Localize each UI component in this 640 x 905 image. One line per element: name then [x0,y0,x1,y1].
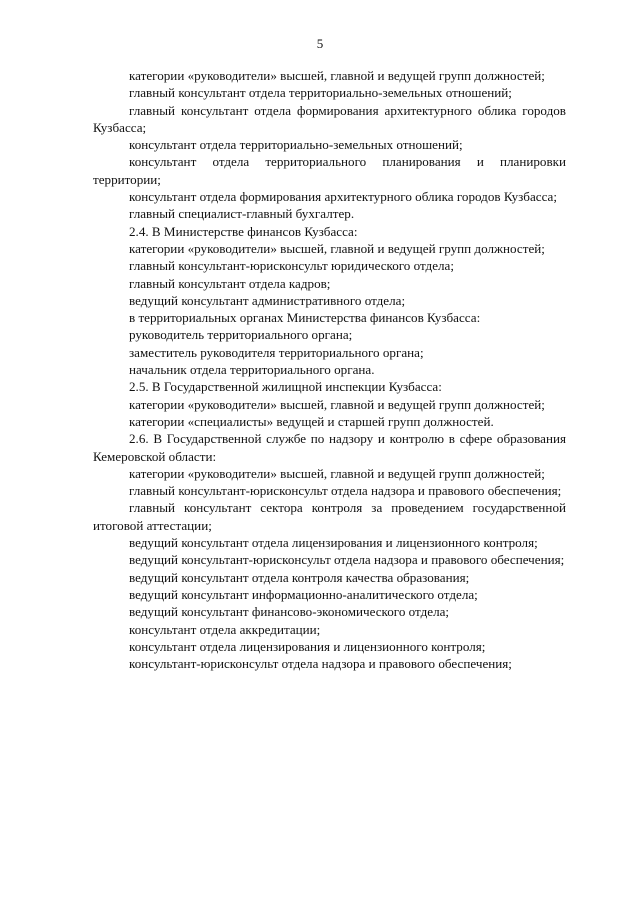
paragraph: главный консультант отдела кадров; [129,275,331,291]
section-heading: 2.4. В Министерстве финансов Кузбасса: [129,223,358,239]
paragraph: консультант отдела формирования архитектурного облика городов Кузбасса; [129,189,557,205]
paragraph: в территориальных органах Министерства финансов Кузбасса: [129,310,481,326]
paragraph: ведущий консультант-юрисконсульт отдела надзора и правового обеспечения; [129,552,565,568]
paragraph: категории «руководители» высшей, главной и ведущей групп должностей; [129,240,545,256]
paragraph: консультант отдела территориального планирования и планировки территории; [93,154,566,187]
section-heading: 2.5. В Государственной жилищной инспекции Кузбасса: [129,379,442,395]
paragraph: главный консультант отдела формирования архитектурного облика городов Кузбасса; [93,102,566,135]
paragraph: консультант отдела лицензирования и лицензионного контроля; [129,638,486,654]
paragraph: главный консультант-юрисконсульт отдела надзора и правового обеспечения; [129,483,562,499]
paragraph: консультант отдела территориально-земельных отношений; [129,137,463,153]
paragraph: руководитель территориального органа; [129,327,353,343]
page-number: 5 [316,36,324,51]
paragraph: консультант-юрисконсульт отдела надзора и правового обеспечения; [129,656,512,672]
paragraph: ведущий консультант административного отдела; [129,292,406,308]
paragraph: категории «руководители» высшей, главной и ведущей групп должностей; [129,396,545,412]
paragraph: начальник отдела территориального органа. [129,362,375,378]
paragraph: консультант отдела аккредитации; [129,621,321,637]
paragraph: ведущий консультант информационно-аналитического отдела; [129,586,478,602]
paragraph: заместитель руководителя территориального органа; [129,344,424,360]
paragraph: главный консультант отдела территориально-земельных отношений; [129,85,512,101]
paragraph: главный консультант сектора контроля за проведением государственной итоговой аттестации; [93,500,566,533]
paragraph: категории «специалисты» ведущей и старшей групп должностей. [129,413,494,429]
document-body [93,67,566,672]
paragraph: ведущий консультант отдела лицензирования и лицензионного контроля; [129,535,538,551]
paragraph: ведущий консультант отдела контроля качества образования; [129,569,470,585]
paragraph: главный консультант-юрисконсульт юридического отдела; [129,258,455,274]
paragraph: категории «руководители» высшей, главной и ведущей групп должностей; [129,465,545,481]
paragraph: категории «руководители» высшей, главной и ведущей групп должностей; [129,68,545,83]
section-heading: 2.6. В Государственной службе по надзору и контролю в сфере образования Кемеровской области: [93,431,566,464]
paragraph: главный специалист-главный бухгалтер. [129,206,355,222]
paragraph: ведущий консультант финансово-экономического отдела; [129,604,450,620]
